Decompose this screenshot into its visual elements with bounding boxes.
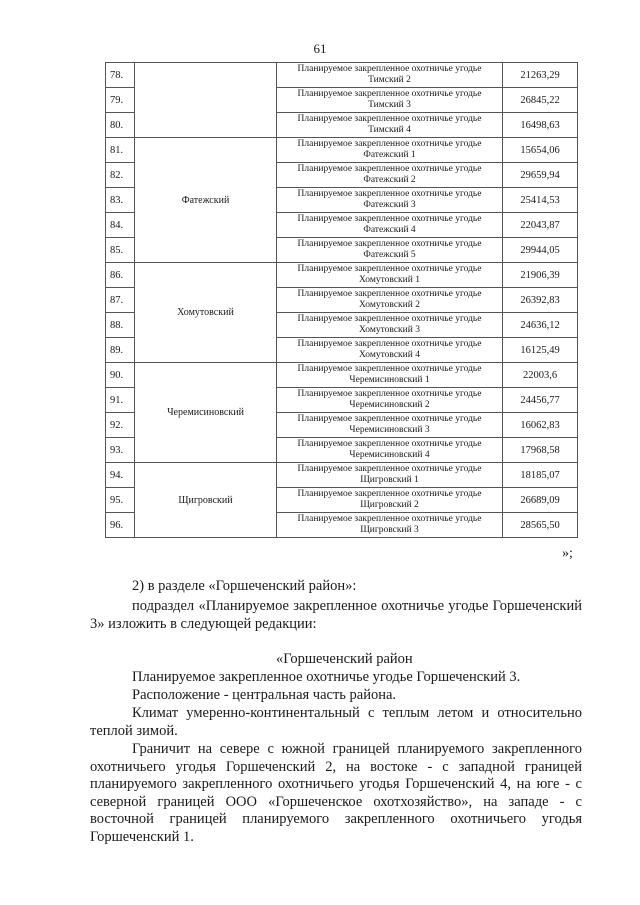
ground-name-line: Планируемое закрепленное охотничье угодье [297, 413, 482, 424]
ground-name-line: Планируемое закрепленное охотничье угодье [297, 88, 482, 99]
table-row [106, 63, 578, 88]
ground-name-cell [277, 463, 503, 488]
ground-name-cell [277, 63, 503, 88]
ground-name-cell [277, 288, 503, 313]
ground-name-subline: Черемисиновский 3 [349, 425, 430, 435]
row-number-cell: 81. [106, 138, 135, 163]
row-number-cell: 86. [106, 263, 135, 288]
area-cell: 16498,63 [503, 113, 578, 138]
ground-name-cell [277, 88, 503, 113]
ground-name-cell [277, 213, 503, 238]
ground-name-line: Планируемое закрепленное охотничье угодье [297, 363, 482, 374]
ground-name-line: Планируемое закрепленное охотничье угодье [297, 263, 482, 274]
ground-name-cell [277, 138, 503, 163]
ground-name-cell [277, 313, 503, 338]
ground-name-subline: Тимский 3 [368, 100, 411, 110]
row-number-cell: 78. [106, 63, 135, 88]
ground-name-line: Планируемое закрепленное охотничье угодье [297, 213, 482, 224]
row-number-cell: 87. [106, 288, 135, 313]
ground-name-subline: Фатежский 2 [363, 175, 416, 185]
area-cell: 16062,83 [503, 413, 578, 438]
area-cell: 21906,39 [503, 263, 578, 288]
area-cell: 24456,77 [503, 388, 578, 413]
ground-name-subline: Тимский 4 [368, 125, 411, 135]
district-cell: Хомутовский [135, 263, 277, 363]
ground-name-cell [277, 388, 503, 413]
ground-name-subline: Черемисиновский 1 [349, 375, 430, 385]
row-number-cell: 88. [106, 313, 135, 338]
ground-name-subline: Щигровский 2 [360, 500, 419, 510]
area-cell: 24636,12 [503, 313, 578, 338]
page-number: 61 [313, 41, 327, 56]
area-cell: 22003,6 [503, 363, 578, 388]
ground-name-line: Планируемое закрепленное охотничье угодье [297, 288, 482, 299]
row-number-cell: 80. [106, 113, 135, 138]
ground-name-subline: Хомутовский 1 [359, 275, 420, 285]
row-number-cell: 94. [106, 463, 135, 488]
closing-quote-mark: »; [562, 546, 573, 561]
ground-name-cell [277, 188, 503, 213]
ground-name-subline: Фатежский 1 [363, 150, 416, 160]
ground-name-subline: Фатежский 4 [363, 225, 416, 235]
ground-name-line: Планируемое закрепленное охотничье угодье [297, 488, 482, 499]
table-body [106, 63, 578, 538]
ground-name-subline: Тимский 2 [368, 75, 411, 85]
row-number-cell: 96. [106, 513, 135, 538]
ground-name-line: Планируемое закрепленное охотничье угодье [297, 513, 482, 524]
area-cell: 26845,22 [503, 88, 578, 113]
ground-name-subline: Щигровский 1 [360, 475, 419, 485]
area-cell: 25414,53 [503, 188, 578, 213]
area-cell: 15654,06 [503, 138, 578, 163]
ground-name-line: Планируемое закрепленное охотничье угодье [297, 438, 482, 449]
ground-name-line: Планируемое закрепленное охотничье угодье [297, 313, 482, 324]
ground-name-cell [277, 238, 503, 263]
paragraph-borders: Граничит на севере с южной границей планируемого закрепленного охотничьего угодья Горшеченский 2, на востоке - с западной границей планируемого закрепленного охотничьего угодья Горшеченский 4, на юге - с северной границей ООО «Горшеченское охотхозяйство», на западе - с восточной границей планируемого закрепленного охотничьего угодья Горшеченский 1. [90, 741, 582, 845]
ground-name-line: Планируемое закрепленное охотничье угодье [297, 338, 482, 349]
table-row [106, 363, 578, 388]
area-cell: 26392,83 [503, 288, 578, 313]
area-cell: 17968,58 [503, 438, 578, 463]
area-cell: 28565,50 [503, 513, 578, 538]
ground-name-cell [277, 438, 503, 463]
row-number-cell: 85. [106, 238, 135, 263]
ground-name-cell [277, 113, 503, 138]
ground-name-cell [277, 338, 503, 363]
row-number-cell: 79. [106, 88, 135, 113]
ground-name-subline: Фатежский 5 [363, 250, 416, 260]
ground-name-subline: Хомутовский 3 [359, 325, 420, 335]
ground-name-subline: Фатежский 3 [363, 200, 416, 210]
district-cell [135, 63, 277, 138]
area-cell: 22043,87 [503, 213, 578, 238]
row-number-cell: 93. [106, 438, 135, 463]
district-cell: Черемисиновский [135, 363, 277, 463]
row-number-cell: 84. [106, 213, 135, 238]
paragraph-location: Расположение - центральная часть района. [132, 687, 397, 703]
ground-name-cell [277, 163, 503, 188]
area-cell: 21263,29 [503, 63, 578, 88]
ground-name-line: Планируемое закрепленное охотничье угодье [297, 163, 482, 174]
row-number-cell: 89. [106, 338, 135, 363]
row-number-cell: 95. [106, 488, 135, 513]
area-cell: 26689,09 [503, 488, 578, 513]
table-row [106, 463, 578, 488]
row-number-cell: 83. [106, 188, 135, 213]
ground-name-subline: Черемисиновский 2 [349, 400, 430, 410]
row-number-cell: 92. [106, 413, 135, 438]
area-cell: 29659,94 [503, 163, 578, 188]
table-row [106, 263, 578, 288]
ground-name-cell [277, 413, 503, 438]
row-number-cell: 91. [106, 388, 135, 413]
ground-name-line: Планируемое закрепленное охотничье угодье [297, 63, 482, 74]
ground-name-subline: Хомутовский 4 [359, 350, 420, 360]
district-cell: Фатежский [135, 138, 277, 263]
ground-name-line: Планируемое закрепленное охотничье угодье [297, 138, 482, 149]
area-cell: 29944,05 [503, 238, 578, 263]
ground-name-cell [277, 488, 503, 513]
ground-name-subline: Хомутовский 2 [359, 300, 420, 310]
table-row [106, 138, 578, 163]
ground-name-subline: Черемисиновский 4 [349, 450, 430, 460]
subsection-instruction: подраздел «Планируемое закрепленное охотничье угодье Горшеченский 3» изложить в следующей редакции: [90, 598, 582, 632]
area-cell: 18185,07 [503, 463, 578, 488]
quote-heading: «Горшеченский район [276, 651, 413, 667]
item-2-heading: 2) в разделе «Горшеченский район»: [132, 578, 357, 594]
district-cell: Щигровский [135, 463, 277, 538]
area-cell: 16125,49 [503, 338, 578, 363]
ground-name-subline: Щигровский 3 [360, 525, 419, 535]
paragraph-climate: Климат умеренно-континентальный с теплым летом и относительно теплой зимой. [90, 705, 582, 739]
paragraph-title: Планируемое закрепленное охотничье угодье Горшеченский 3. [132, 669, 521, 685]
row-number-cell: 90. [106, 363, 135, 388]
ground-name-cell [277, 513, 503, 538]
ground-name-line: Планируемое закрепленное охотничье угодье [297, 463, 482, 474]
ground-name-line: Планируемое закрепленное охотничье угодье [297, 188, 482, 199]
ground-name-line: Планируемое закрепленное охотничье угодье [297, 388, 482, 399]
row-number-cell: 82. [106, 163, 135, 188]
ground-name-line: Планируемое закрепленное охотничье угодье [297, 238, 482, 249]
hunting-grounds-table [105, 62, 578, 538]
ground-name-cell [277, 363, 503, 388]
ground-name-cell [277, 263, 503, 288]
ground-name-line: Планируемое закрепленное охотничье угодье [297, 113, 482, 124]
